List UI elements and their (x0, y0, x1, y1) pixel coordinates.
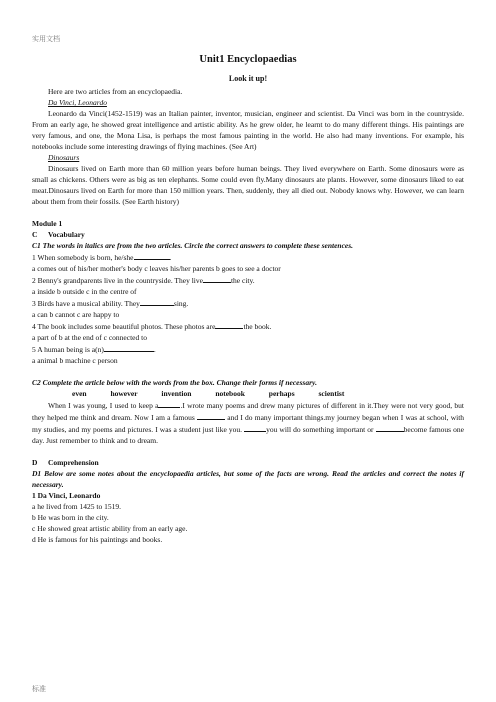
c2-text: you will do something important or (266, 425, 374, 434)
question-3-options: a can b cannot c are happy to (32, 310, 120, 319)
word-box-item: scientist (318, 389, 345, 398)
article-body-davinci: Leonardo da Vinci(1452-1519) was an Italian painter, inventor, musician, engineer and scientist. Da Vinci was born in the countryside. From an early age, he showed great intelligence and artistic ability. As he grew older, he learnt to do many different things. His paintings are very famous, and one, the Mona Lisa, is perhaps the most famous painting in the world. He also had many inventions. For example, his notebooks include some interesting drawings of flying machines. (See Art) (32, 109, 464, 151)
question-4-end: the book. (243, 322, 272, 331)
section-c-name: Vocabulary (48, 230, 85, 239)
c2-text: become famous one day. Just remember to think and to dream. (32, 425, 464, 445)
question-2-text: 2 Benny's grandparents live in the countryside. They live (32, 276, 203, 285)
question-1 (32, 251, 464, 263)
word-box-item: perhaps (268, 389, 295, 398)
d1-note: a he lived from 1425 to 1519. (32, 502, 121, 511)
question-2-options: a inside b outside c in the centre of (32, 287, 137, 296)
question-2 (32, 274, 464, 286)
answer-blank[interactable] (376, 423, 404, 432)
section-c-letter: C (32, 230, 38, 239)
d1-note: c He showed great artistic ability from an early age. (32, 524, 188, 533)
c2-article (32, 399, 464, 446)
answer-blank[interactable] (203, 274, 231, 283)
word-box-item: invention (161, 389, 192, 398)
word-box-item: notebook (215, 389, 245, 398)
d1-note: d He is famous for his paintings and books. (32, 535, 163, 544)
header-label: 实用文档 (32, 35, 60, 43)
question-5-text: 5 A human being is a(n) (32, 345, 104, 354)
page-title: Unit1 Encyclopaedias (199, 54, 297, 65)
section-d-letter: D (32, 458, 38, 467)
d1-instruction: D1 Below are some notes about the encyclopaedia articles, but some of the facts are wrong. Read the articles and correct the notes if necessary. (32, 469, 464, 489)
question-3 (32, 297, 464, 309)
question-5-end: . (153, 345, 156, 354)
article-title-davinci: Da Vinci, Leonardo (48, 98, 107, 107)
d1-item-1: 1 Da Vinci, Leonardo (32, 491, 101, 500)
article-title-dinosaurs: Dinosaurs (48, 153, 80, 162)
module-heading: Module 1 (32, 219, 63, 228)
question-4 (32, 320, 464, 332)
c1-instruction: C1 The words in italics are from the two articles. Circle the correct answers to complete these sentences. (32, 241, 354, 250)
c2-text: and I do many important things.my journey began when I was at school, with my studies, and my poems and pictures. I was a student just like you. (32, 413, 465, 434)
question-4-text: 4 The book includes some beautiful photos. These photos are (32, 322, 216, 331)
question-2-end: the city. (230, 276, 255, 285)
footer-label: 标准 (32, 685, 46, 693)
intro-text: Here are two articles from an encyclopaedia. (48, 87, 183, 96)
c2-text: .I wrote many poems and drew many pictures of different in it.They were not very good, but they helped me think and dream. Now I am a famous (32, 401, 464, 422)
d1-note: b He was born in the city. (32, 513, 109, 522)
question-5 (32, 343, 464, 355)
answer-blank[interactable] (244, 423, 266, 432)
article-body-dinosaurs: Dinosaurs lived on Earth more than 60 million years before human beings. They lived everywhere on Earth. Some dinosaurs were as small as chickens. Others were as big as ten elephants. Some could even fly.Many dinosaurs ate plants. However, some dinosaurs liked to eat meat.Dinosaurs lived on Earth for more than 150 million years. Then, suddenly, they all died out. Nobody knows why. However, we can learn about them from their fossils. (See Earth history) (32, 164, 464, 206)
question-3-end: sing. (173, 299, 189, 308)
word-box-item: even (72, 389, 87, 398)
question-1-options: a comes out of his/her mother's body c leaves his/her parents b goes to see a doctor (32, 264, 281, 273)
question-1-end: . (169, 253, 172, 262)
c2-text: When I was young, I used to keep a (48, 401, 159, 410)
section-d-heading (32, 457, 464, 468)
word-box (32, 388, 464, 399)
answer-blank[interactable] (197, 411, 225, 420)
answer-blank[interactable] (158, 399, 180, 408)
question-4-options: a part of b at the end of c connected to (32, 333, 147, 342)
answer-blank[interactable] (104, 343, 154, 352)
page-subtitle: Look it up! (228, 74, 268, 83)
question-5-options: a animal b machine c person (32, 356, 118, 365)
section-c-heading (32, 229, 464, 240)
answer-blank[interactable] (134, 251, 170, 260)
document-body (32, 54, 464, 545)
answer-blank[interactable] (215, 320, 243, 329)
answer-blank[interactable] (140, 297, 174, 306)
question-3-text: 3 Birds have a musical ability. They (32, 299, 140, 308)
c2-instruction: C2 Complete the article below with the words from the box. Change their forms if necessary. (32, 378, 317, 387)
question-1-text: 1 When somebody is born, he/she (32, 253, 134, 262)
section-d-name: Comprehension (48, 458, 99, 467)
word-box-item: however (110, 389, 138, 398)
